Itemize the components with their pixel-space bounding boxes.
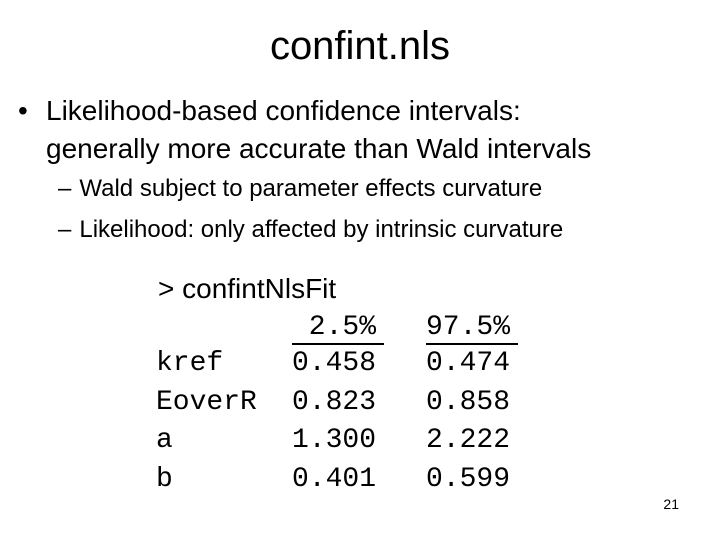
page-title: confint.nls xyxy=(269,24,451,68)
subbullet-dash: – xyxy=(58,175,72,202)
page-number: 21 xyxy=(663,496,679,512)
subbullet-dash: – xyxy=(58,216,72,243)
bullet-main-line1: Likelihood-based confidence intervals: xyxy=(46,95,521,126)
table-row-name: kref xyxy=(156,348,224,379)
table-cell-upper: 0.858 xyxy=(426,387,511,418)
table-row-name: a xyxy=(156,425,173,456)
table-cell-upper: 0.599 xyxy=(426,464,511,495)
r-command: > confintNlsFit xyxy=(158,273,337,304)
table-header-upper: 97.5% xyxy=(426,312,511,343)
table-cell-lower: 0.823 xyxy=(292,387,377,418)
subbullet-wald xyxy=(58,174,698,204)
table-cell-upper: 0.474 xyxy=(426,348,511,379)
table-header-lower: 2.5% xyxy=(292,312,377,343)
subbullet-likelihood xyxy=(58,215,698,245)
bullet-main-text xyxy=(46,92,708,168)
bullet-main xyxy=(18,92,708,168)
table-cell-lower: 1.300 xyxy=(292,425,377,456)
table-row-name: b xyxy=(156,464,173,495)
table-cell-lower: 0.401 xyxy=(292,464,377,495)
subbullet-text: Likelihood: only affected by intrinsic curvature xyxy=(79,216,564,243)
table-cell-upper: 2.222 xyxy=(426,425,511,456)
bullet-main-line2: generally more accurate than Wald intervals xyxy=(46,133,592,164)
subbullet-text: Wald subject to parameter effects curvature xyxy=(79,175,543,202)
table-row-name: EoverR xyxy=(156,387,257,418)
table-cell-lower: 0.458 xyxy=(292,348,377,379)
bullet-dot: • xyxy=(18,95,28,126)
